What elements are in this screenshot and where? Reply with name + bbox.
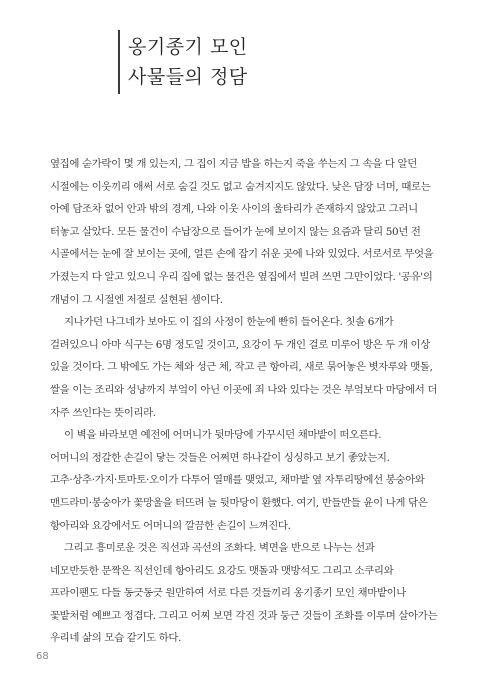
text-line: 개념이 그 시절엔 저절로 실현된 셈이다. — [50, 293, 223, 306]
text-line: 옆집에 숟가락이 몇 개 있는지, 그 집이 지금 밥을 하는지 죽을 쑤는지 그 속을 다 알던 — [50, 158, 417, 170]
text-line: 네모반듯한 문짝은 직선인데 항아리도 요강도 맷돌과 맷방석도 그리고 소쿠리와 — [50, 564, 394, 577]
text-line: 이 벽을 바라보면 예전에 어머니가 뒷마당에 가꾸시던 채마밭이 떠오른다. — [64, 429, 382, 442]
text-line: 아예 담조차 없어 안과 밖의 경계, 나와 이웃 사이의 울타리가 존재하지 않았고 그러니 — [50, 203, 418, 216]
text-line: 시골에서는 눈에 잘 보이는 곳에, 얼른 손에 잡기 쉬운 곳에 나와 있었다. 서로서로 무엇을 — [50, 248, 434, 261]
text-line: 항아리와 요강에서도 어머니의 깔끔한 손길이 느껴진다. — [50, 519, 291, 532]
chapter-title-line-2: 사물들의 정담 — [128, 66, 248, 88]
text-line: 시절에는 이웃끼리 애써 서로 숨길 것도 없고 숨겨지지도 않았다. 낮은 담장 너머, 때로는 — [50, 180, 431, 193]
text-line: 꽃밭처럼 예쁘고 정겹다. 그리고 어찌 보면 각진 것과 둥근 것들이 조화를 이루며 살아가는 — [50, 609, 438, 622]
text-line: 있을 것이다. 그 밖에도 가는 체와 성근 체, 작고 큰 항아리, 새로 묶어놓은 볏자루와 맷돌, — [50, 361, 433, 374]
text-line: 터놓고 살았다. 모든 물건이 수납장으로 들어가 눈에 보이지 않는 요즘과 달리 50년 전 — [50, 225, 421, 238]
text-line: 가졌는지 다 알고 있으니 우리 집에 없는 물건은 옆집에서 빌려 쓰면 그만이었다. '공유'의 — [50, 270, 433, 283]
text-line: 프라이팬도 다들 동긋동긋 원만하여 서로 다른 것들끼리 옹기종기 모인 채마밭이나 — [50, 587, 406, 600]
text-line: 맨드라미·봉숭아가 꽃망울을 터뜨려 늘 뒷마당이 환했다. 여기, 반들반들 윤이 나게 닦은 — [50, 496, 428, 509]
title-rule — [118, 30, 120, 94]
text-line: 지나가던 나그네가 보아도 이 집의 사정이 한눈에 빤히 들어온다. 칫솔 6개가 — [64, 316, 394, 329]
chapter-title — [128, 32, 248, 92]
paragraph — [50, 311, 460, 424]
body-text — [50, 153, 460, 650]
page-number: 68 — [36, 651, 49, 662]
text-line: 우리네 삶의 모습 같기도 하다. — [50, 632, 182, 645]
paragraph — [50, 424, 460, 537]
text-line: 걸려있으니 아마 식구는 6명 정도일 것이고, 요강이 두 개인 걸로 미루어 방은 두 개 이상 — [50, 338, 430, 351]
text-line: 쌀을 이는 조리와 성냥까지 부엌이 아닌 이곳에 죄 나와 있다는 것은 부엌보다 마당에서 더 — [50, 383, 438, 396]
text-line: 자주 쓰인다는 뜻이리라. — [50, 406, 156, 419]
paragraph — [50, 153, 460, 311]
text-line: 그리고 흥미로운 것은 직선과 곡선의 조화다. 벽면을 반으로 나누는 선과 — [64, 542, 375, 555]
text-line: 고추·상추·가지·토마토·오이가 다투어 열매를 맺었고, 채마밭 옆 자투리땅에선 봉숭아와 — [50, 474, 425, 487]
chapter-title-line-1: 옹기종기 모인 — [128, 36, 248, 58]
text-line: 어머니의 정갈한 손길이 닿는 것들은 어쩌면 하나같이 싱싱하고 보기 좋았는지. — [50, 451, 390, 464]
paragraph — [50, 537, 460, 650]
